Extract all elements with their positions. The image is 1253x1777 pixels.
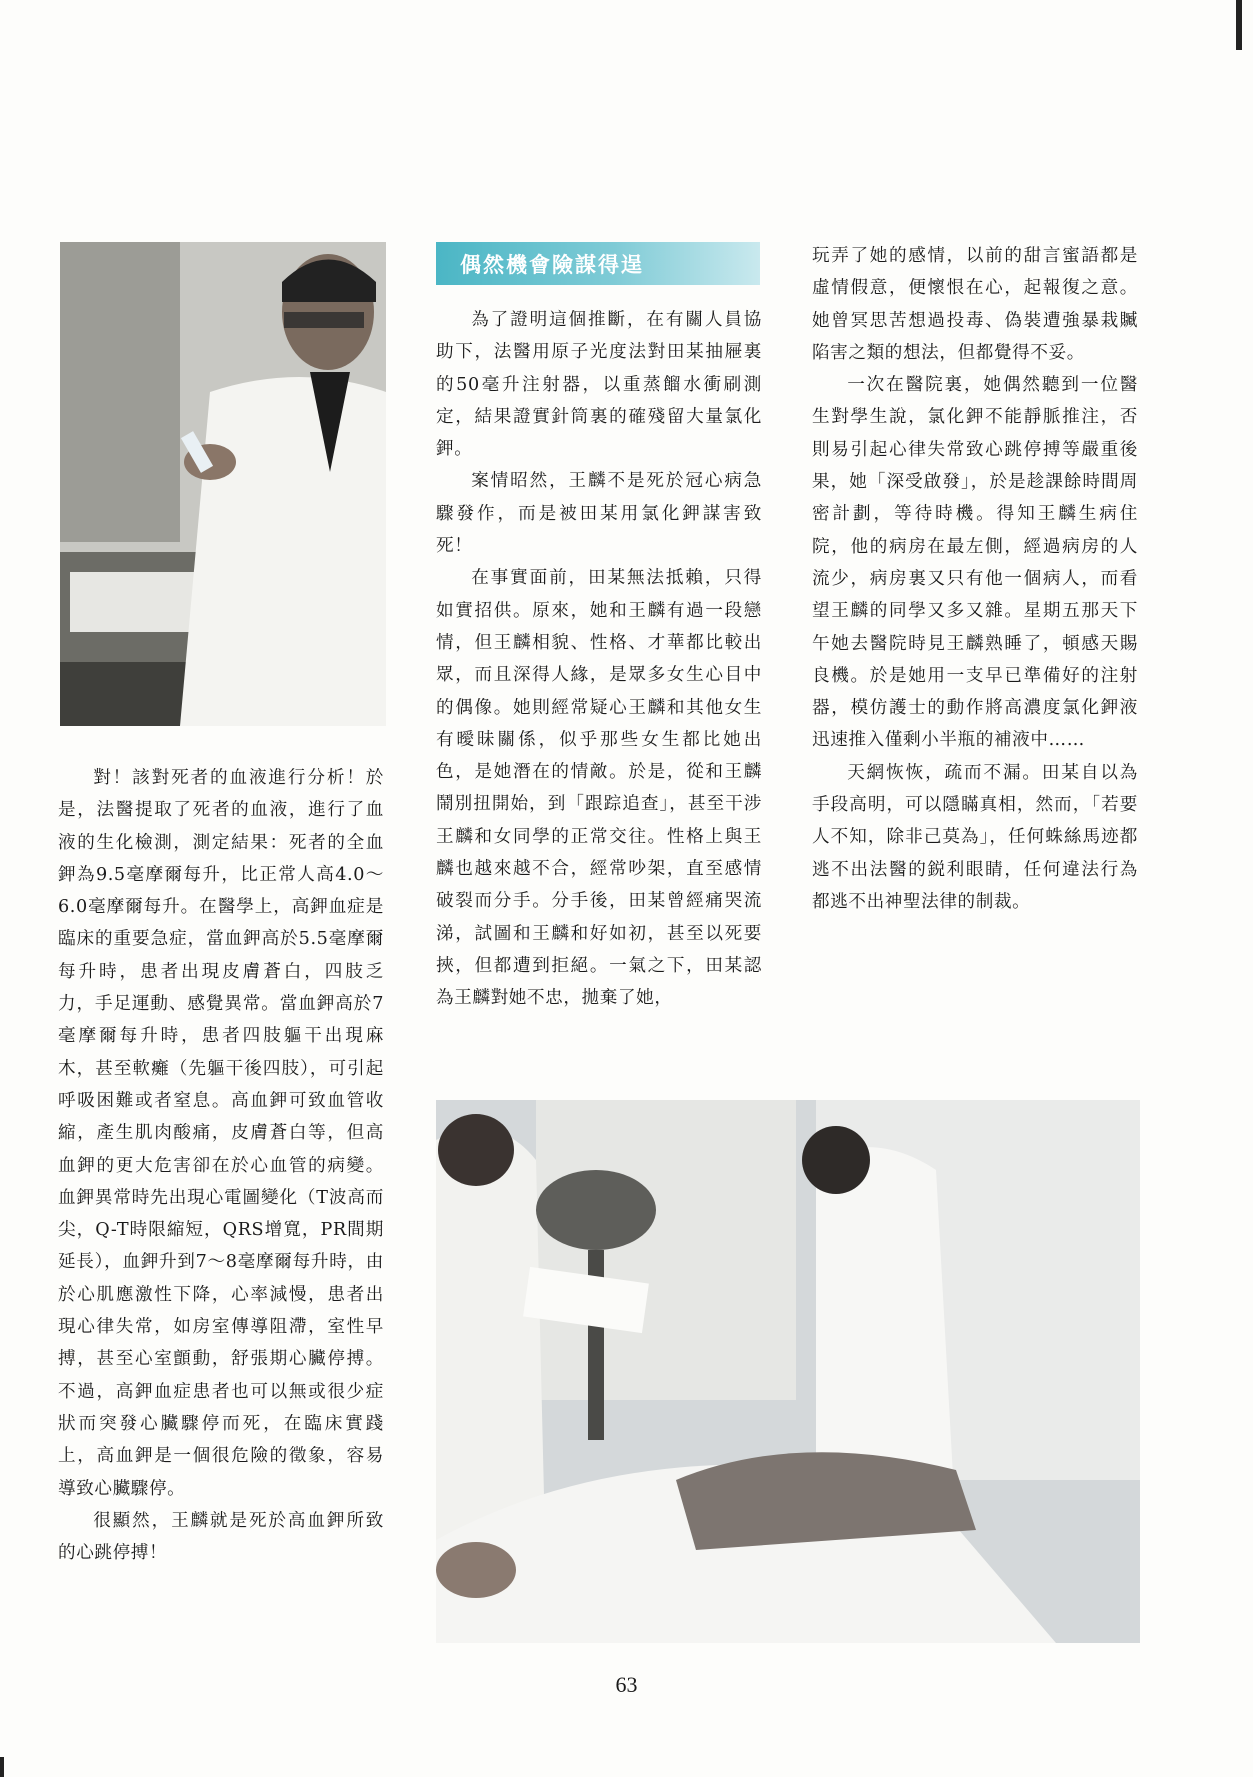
- col2-paragraph-1: 為了證明這個推斷，在有關人員協助下，法醫用原子光度法對田某抽屜裏的50毫升注射器，以重蒸餾水衝刷測定，結果證實針筒裏的確殘留大量氯化鉀。: [436, 310, 762, 460]
- examination-room-photo: [436, 1100, 1140, 1643]
- section-heading: 偶然機會險謀得逞: [460, 252, 644, 277]
- article-column-3: [812, 240, 1138, 918]
- article-column-2: [436, 304, 762, 1015]
- col3-paragraph-1: 玩弄了她的感情，以前的甜言蜜語都是虛情假意，便懷恨在心，起報復之意。她曾冥思苦想過投毒、偽裝遭強暴栽贓陷害之類的想法，但都覺得不妥。: [812, 246, 1138, 363]
- article-column-1: [58, 762, 384, 1569]
- col2-paragraph-2: 案情昭然，王麟不是死於冠心病急驟發作，而是被田某用氯化鉀謀害致死！: [436, 471, 762, 557]
- photo-illustration: [436, 1100, 1140, 1643]
- col2-paragraph-3: 在事實面前，田某無法抵賴，只得如實招供。原來，她和王麟有過一段戀情，但王麟相貌、性格、才華都比較出眾，而且深得人緣，是眾多女生心目中的偶像。她則經常疑心王麟和其他女生有曖昧關係，似乎那些女生都比她出色，是她潛在的情敵。於是，從和王麟鬧別扭開始，到「跟踪追查」，甚至干涉王麟和女同學的正常交往。性格上與王麟也越來越不合，經常吵架，直至感情破裂而分手。分手後，田某曾經痛哭流涕，試圖和王麟和好如初，甚至以死要挾，但都遭到拒絕。一氣之下，田某認為王麟對她不忠，拋棄了她，: [436, 568, 762, 1009]
- photo-illustration: [60, 242, 386, 726]
- scan-mark: [0, 1757, 4, 1777]
- col1-paragraph-1: 對！該對死者的血液進行分析！於是，法醫提取了死者的血液，進行了血液的生化檢測，測定結果：死者的全血鉀為9.5毫摩爾每升，比正常人高4.0～6.0毫摩爾每升。在醫學上，高鉀血症是臨床的重要急症，當血鉀高於5.5毫摩爾每升時，患者出現皮膚蒼白，四肢乏力，手足運動、感覺異常。當血鉀高於7毫摩爾每升時，患者四肢軀干出現麻木，甚至軟癱（先軀干後四肢），可引起呼吸困難或者窒息。高血鉀可致血管收縮，產生肌肉酸痛，皮膚蒼白等，但高血鉀的更大危害卻在於心血管的病變。血鉀異常時先出現心電圖變化（T波高而尖，Q-T時限縮短，QRS增寬，PR間期延長），血鉀升到7～8毫摩爾每升時，由於心肌應激性下降，心率減慢，患者出現心律失常，如房室傳導阻滯，室性早搏，甚至心室顫動，舒張期心臟停搏。不過，高鉀血症患者也可以無或很少症狀而突發心臟驟停而死，在臨床實踐上，高血鉀是一個很危險的徵象，容易導致心臟驟停。: [58, 768, 384, 1499]
- col3-paragraph-3: 天網恢恢，疏而不漏。田某自以為手段高明，可以隱瞞真相，然而，「若要人不知，除非己莫為」，任何蛛絲馬迹都逃不出法醫的鋭利眼睛，任何違法行為都逃不出神聖法律的制裁。: [812, 762, 1138, 912]
- forensic-examiner-photo: [60, 242, 386, 726]
- scan-mark: [1236, 0, 1242, 50]
- section-heading-bar: [436, 242, 760, 285]
- col1-paragraph-2: 很顯然，王麟就是死於高血鉀所致的心跳停搏！: [58, 1510, 384, 1564]
- col3-paragraph-2: 一次在醫院裏，她偶然聽到一位醫生對學生說，氯化鉀不能靜脈推注，否則易引起心律失常致心跳停搏等嚴重後果，她「深受啟發」，於是趁課餘時間周密計劃，等待時機。得知王麟生病住院，他的病房在最左側，經過病房的人流少，病房裏又只有他一個病人，而看望王麟的同學又多又雜。星期五那天下午她去醫院時見王麟熟睡了，頓感天賜良機。於是她用一支早已準備好的注射器，模仿護士的動作將高濃度氯化鉀液迅速推入僅剩小半瓶的補液中……: [812, 375, 1138, 751]
- page-number: 63: [615, 1672, 638, 1697]
